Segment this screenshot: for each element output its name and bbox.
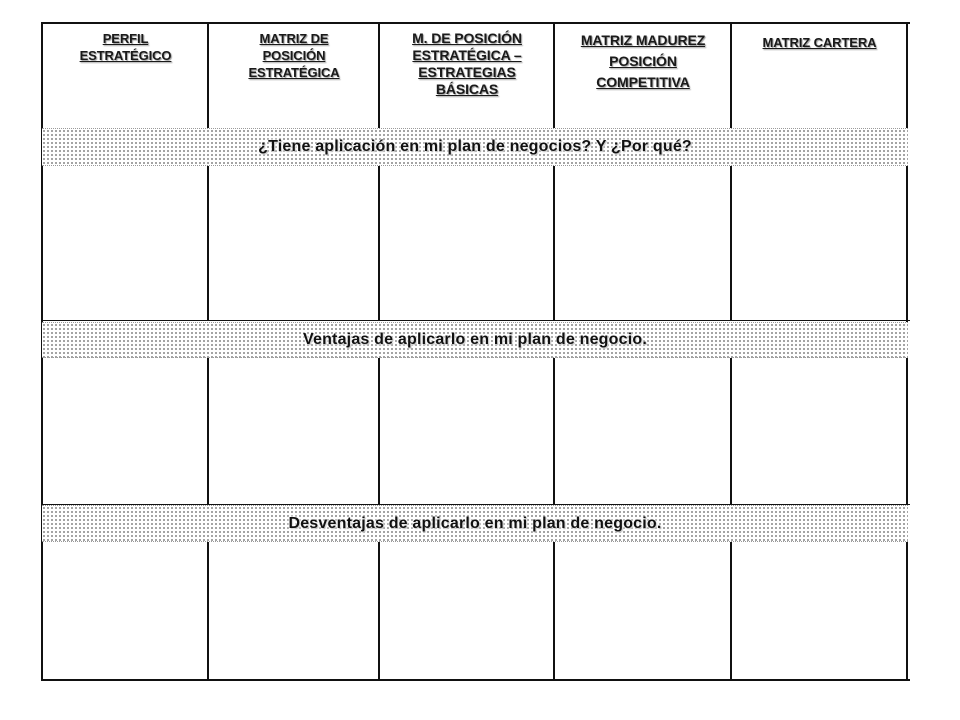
section-label: Ventajas de aplicarlo en mi plan de negocio. [302,331,647,348]
answer-cell[interactable] [555,543,730,679]
answer-cell[interactable] [43,167,207,320]
answer-cell[interactable] [43,359,207,504]
header-line: ESTRATÉGICA [248,65,340,80]
header-line: ESTRATEGIAS [418,64,516,80]
answer-cell[interactable] [380,543,553,679]
column-divider [378,22,380,128]
answer-cell[interactable] [732,359,906,504]
header-line: POSICIÓN [609,53,677,69]
answer-cell[interactable] [555,359,730,504]
answer-cell[interactable] [43,543,207,679]
column-divider [553,22,555,128]
header-line: ESTRATÉGICO [79,48,172,63]
header-line: BÁSICAS [435,81,499,97]
row-separator [42,320,910,321]
answer-cell[interactable] [732,167,906,320]
column-header-matriz-cartera [733,34,906,51]
answer-cell[interactable] [209,167,378,320]
column-divider [730,22,732,128]
header-line: M. DE POSICIÓN [412,30,522,46]
table-right-border [906,358,908,506]
header-line: POSICIÓN [262,48,326,63]
table-bottom-border [42,679,910,681]
section-band-desventajas [42,505,908,542]
header-line: PERFIL [102,31,149,46]
table-right-border [906,542,908,681]
header-line: MATRIZ CARTERA [762,35,877,50]
answer-cell[interactable] [209,543,378,679]
column-header-estrategias-basicas [381,30,553,98]
answer-cell[interactable] [380,359,553,504]
answer-cell[interactable] [380,167,553,320]
header-line: MATRIZ MADUREZ [580,32,706,48]
column-header-matriz-madurez [556,30,730,93]
header-line: COMPETITIVA [596,74,690,90]
table-right-border [906,22,908,128]
header-line: MATRIZ DE [259,31,329,46]
table-right-border [906,166,908,324]
section-label: ¿Tiene aplicación en mi plan de negocios? Y ¿Por qué? [258,138,692,155]
section-label: Desventajas de aplicarlo en mi plan de negocio. [288,514,662,532]
header-line: ESTRATÉGICA – [412,47,522,63]
column-header-matriz-posicion-estrategica [210,30,378,81]
section-band-aplicacion [42,128,908,166]
answer-cell[interactable] [732,543,906,679]
column-divider [207,22,209,128]
answer-cell[interactable] [209,359,378,504]
table-top-border [42,22,910,24]
column-header-perfil-estrategico [44,30,207,64]
answer-cell[interactable] [555,167,730,320]
section-band-ventajas [42,322,908,358]
